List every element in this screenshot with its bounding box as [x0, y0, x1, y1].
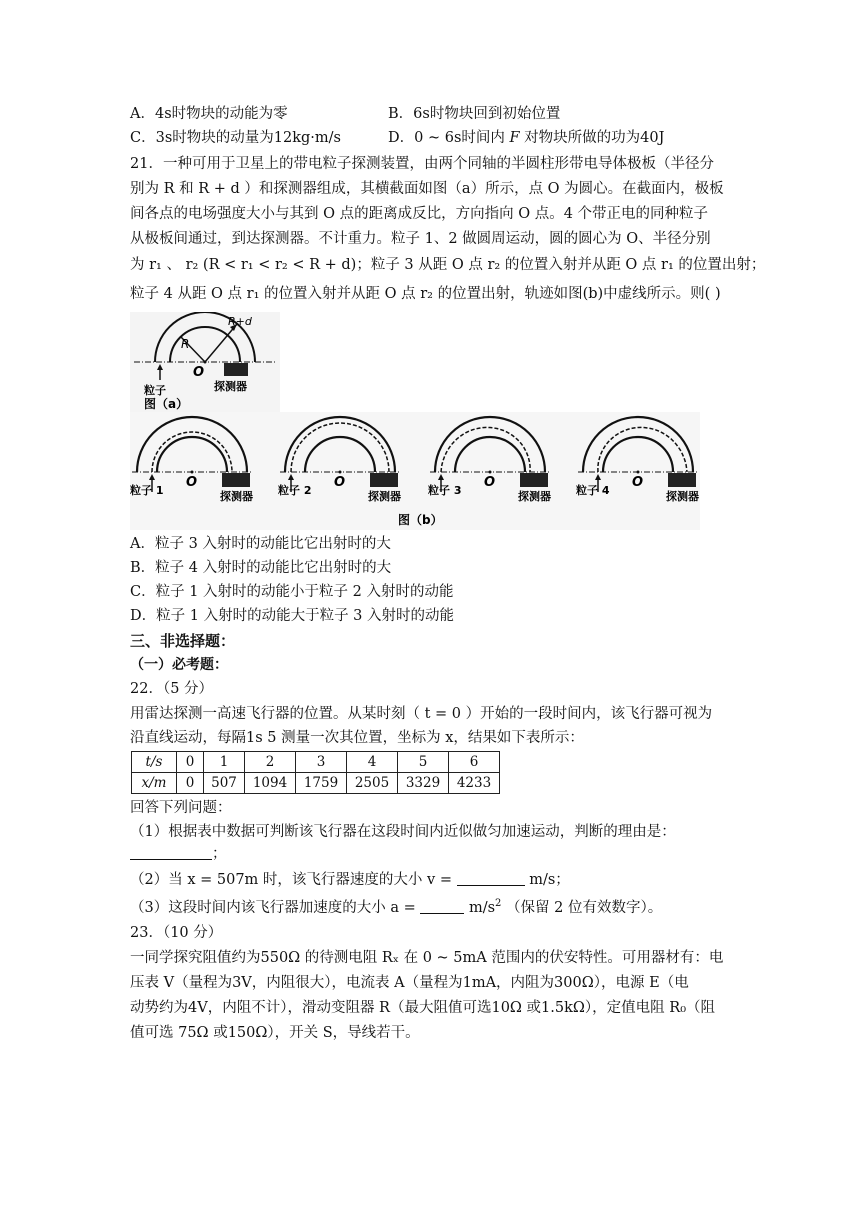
q22-ask: 回答下列问题： — [130, 800, 232, 816]
table-cell-time-3: 3 — [296, 752, 347, 773]
q22-line-2: 沿直线运动，每隔1s 5 测量一次其位置，坐标为 x，结果如下表所示： — [130, 730, 584, 746]
q21-option-c: C．粒子 1 入射时的动能小于粒子 2 入射时的动能 — [130, 584, 454, 600]
table-cell-position-3: 1759 — [296, 773, 347, 794]
table-cell-time-4: 4 — [347, 752, 398, 773]
table-cell-time-2: 2 — [245, 752, 296, 773]
fig-b-label-o-2: O — [334, 475, 346, 490]
q22-sub-3-unit-exp: 2 — [495, 898, 502, 909]
fig-b-label-o-4: O — [632, 475, 644, 490]
fig-a-label-r: R — [181, 337, 190, 351]
fig-b-detector-1: 探测器 — [220, 490, 253, 503]
fig-b-detector-2: 探测器 — [368, 490, 401, 503]
fig-a-detector: 探测器 — [214, 380, 247, 393]
fig-b-label-o-3: O — [484, 475, 496, 490]
q20-option-d-text: D．0 ~ 6s时间内 — [388, 130, 505, 146]
figure-b — [130, 412, 700, 530]
q21-option-d: D．粒子 1 入射时的动能大于粒子 3 入射时的动能 — [130, 608, 455, 624]
q23-head: 23．（10 分） — [130, 925, 223, 941]
q22-head: 22．（5 分） — [130, 681, 214, 697]
q22-answer-blank-2[interactable] — [457, 871, 525, 886]
q20-option-c — [130, 127, 341, 149]
q20-option-d — [388, 127, 664, 149]
q23-line-4: 值可选 75Ω 或150Ω），开关 S，导线若干。 — [130, 1025, 420, 1041]
q20-option-d-rest: 对物块所做的功为40J — [524, 130, 665, 146]
fig-b-particle-4: 粒子 4 — [576, 484, 610, 497]
q21-line-5: 为 r₁ 、 r₂ (R < r₁ < r₂ < R + d)；粒子 3 从距 O 点 r₂ 的位置入射并从距 O 点 r₁ 的位置出射； — [130, 257, 766, 273]
table-cell-time-1: 1 — [204, 752, 245, 773]
fig-a-caption: 图（a） — [144, 397, 189, 411]
figure-a — [130, 312, 280, 412]
table-cell-position-2: 1094 — [245, 773, 296, 794]
q21-line-3: 间各点的电场强度大小与其到 O 点的距离成反比，方向指向 O 点。4 个带正电的同种粒子 — [130, 206, 709, 222]
q22-line-1: 用雷达探测一高速飞行器的位置。从某时刻（ t = 0 ）开始的一段时间内，该飞行器可视为 — [130, 706, 713, 722]
q23-line-3: 动势约为4V，内阻不计），滑动变阻器 R（最大阻值可选10Ω 或1.5kΩ），定值电阻 R₀（阻 — [130, 1000, 716, 1016]
fig-b-particle-1: 粒子 1 — [130, 484, 164, 497]
q22-sub-1-blank-line — [130, 843, 227, 865]
q22-sub-2-text: （2）当 x = 507m 时，该飞行器速度的大小 v = — [130, 872, 452, 888]
fig-a-particle: 粒子 — [144, 384, 166, 397]
section-subtitle: （一）必考题： — [130, 657, 228, 673]
table-cell-time-6: 6 — [449, 752, 500, 773]
fig-b-particle-2: 粒子 2 — [278, 484, 312, 497]
fig-b-label-o-1: O — [186, 475, 198, 490]
table-header-time: t/s — [132, 752, 177, 773]
q22-data-table — [131, 751, 500, 794]
fig-b-particle-3: 粒子 3 — [428, 484, 462, 497]
fig-b-detector-4: 探测器 — [666, 490, 699, 503]
section-title: 三、非选择题： — [130, 632, 236, 650]
q22-sub-2-unit: m/s； — [529, 872, 570, 888]
table-cell-time-0: 0 — [177, 752, 204, 773]
q20-option-c-value: 12kg·m/s — [273, 130, 341, 146]
fig-b-detector-3: 探测器 — [518, 490, 551, 503]
q20-option-a: A．4s时物块的动能为零 — [130, 106, 288, 122]
q21-line-6: 粒子 4 从距 O 点 r₁ 的位置入射并从距 O 点 r₂ 的位置出射，轨迹如图(b)中虚线所示。则( ) — [130, 286, 721, 302]
table-row-position — [132, 773, 500, 794]
table-cell-position-6: 4233 — [449, 773, 500, 794]
q23-line-2: 压表 V（量程为3V，内阻很大），电流表 A（量程为1mA，内阻为300Ω），电源 E（电 — [130, 975, 689, 991]
q22-sub-3-unit: m/s — [468, 900, 496, 916]
q21-option-b: B．粒子 4 入射时的动能比它出射时的大 — [130, 560, 392, 576]
table-cell-time-5: 5 — [398, 752, 449, 773]
table-header-position: x/m — [132, 773, 177, 794]
q21-line-2: 别为 R 和 R + d ）和探测器组成，其横截面如图（a）所示，点 O 为圆心。在截面内，极板 — [130, 181, 724, 197]
q22-sub-3-note: （保留 2 位有效数字）。 — [506, 900, 663, 916]
q21-line-1: 21．一种可用于卫星上的带电粒子探测装置，由两个同轴的半圆柱形带电导体极板（半径分 — [130, 156, 714, 172]
table-cell-position-4: 2505 — [347, 773, 398, 794]
q20-option-c-text: C．3s时物块的动量为 — [130, 130, 274, 146]
table-row-time — [132, 752, 500, 773]
table-cell-position-1: 507 — [204, 773, 245, 794]
q22-sub-3 — [130, 897, 662, 919]
q20-option-d-force: F — [509, 130, 520, 146]
q23-line-1: 一同学探究阻值约为550Ω 的待测电阻 Rₓ 在 0 ~ 5mA 范围内的伏安特性。可用器材有：电 — [130, 950, 724, 966]
q22-sub-3-text: （3）这段时间内该飞行器加速度的大小 a = — [130, 900, 416, 916]
q20-option-b: B．6s时物块回到初始位置 — [388, 106, 561, 122]
q22-sub-1: （1）根据表中数据可判断该飞行器在这段时间内近似做匀加速运动，判断的理由是： — [130, 824, 676, 840]
fig-b-caption: 图（b） — [398, 513, 443, 527]
table-cell-position-0: 0 — [177, 773, 204, 794]
fig-a-label-rd: R+d — [228, 315, 252, 328]
q22-answer-blank-1[interactable] — [130, 845, 212, 860]
q22-sub-2 — [130, 869, 570, 891]
fig-a-label-o: O — [193, 365, 205, 380]
q21-line-4: 从极板间通过，到达探测器。不计重力。粒子 1、2 做圆周运动，圆的圆心为 O、半径分别 — [130, 231, 711, 247]
table-cell-position-5: 3329 — [398, 773, 449, 794]
q22-sub-1-end: ； — [212, 846, 227, 862]
q22-answer-blank-3[interactable] — [420, 899, 464, 914]
q21-option-a: A．粒子 3 入射时的动能比它出射时的大 — [130, 536, 391, 552]
